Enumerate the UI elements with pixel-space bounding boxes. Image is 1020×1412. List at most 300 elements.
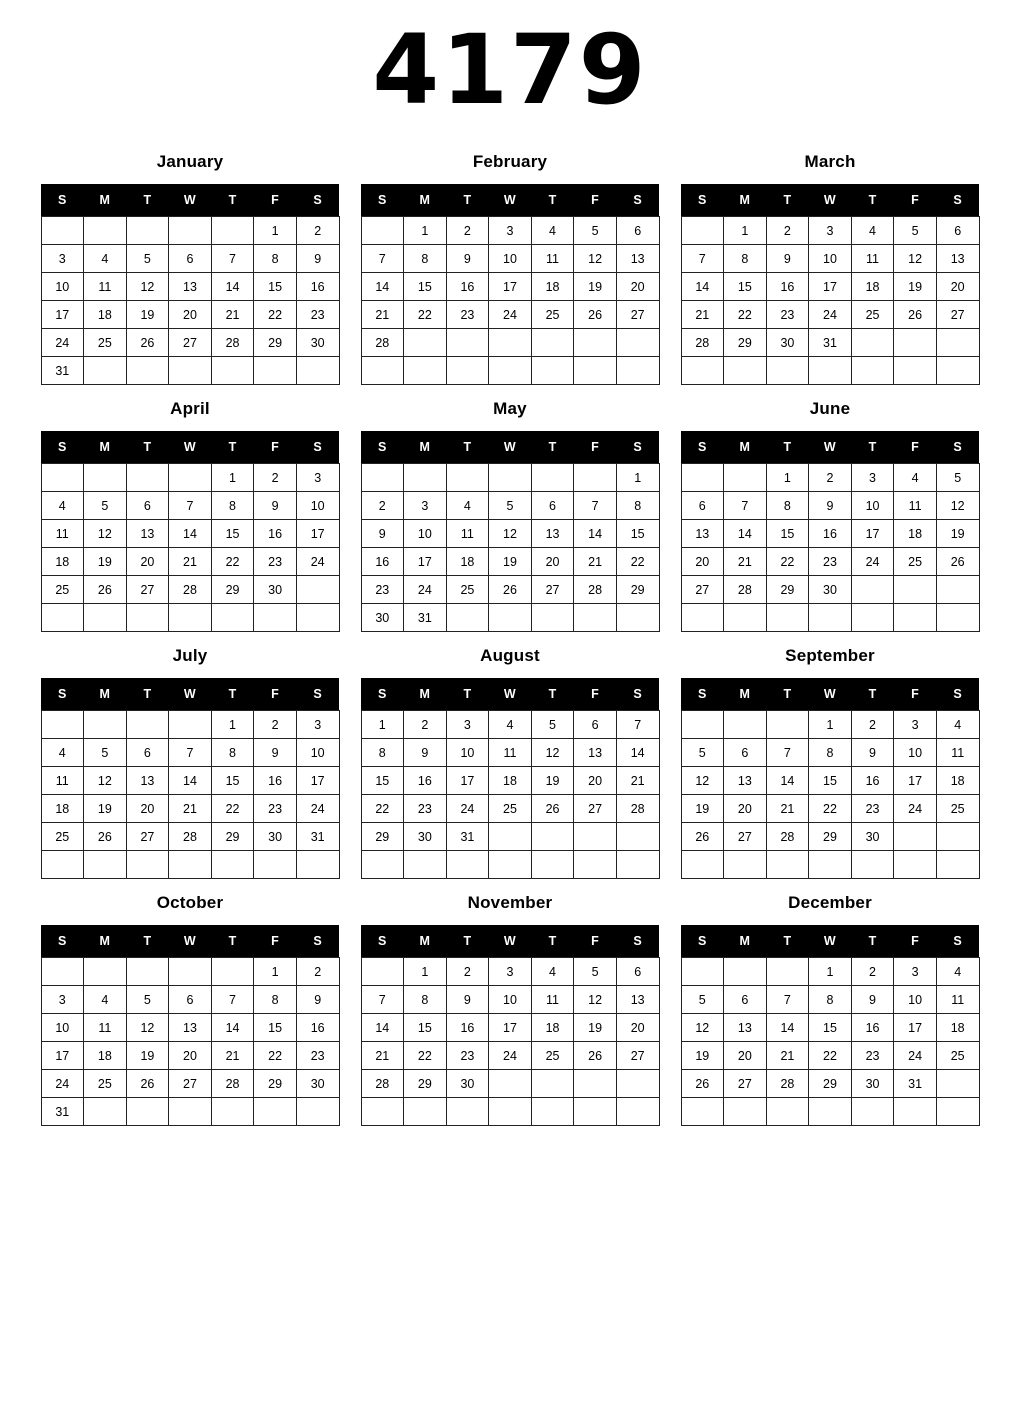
day-cell[interactable]: 20 (531, 548, 574, 576)
day-cell[interactable]: 17 (489, 1014, 532, 1042)
day-cell[interactable]: 1 (809, 958, 852, 986)
day-cell[interactable]: 11 (936, 739, 979, 767)
day-cell[interactable]: 21 (574, 548, 617, 576)
day-cell[interactable]: 19 (681, 1042, 724, 1070)
day-cell[interactable]: 9 (254, 739, 297, 767)
day-cell[interactable]: 2 (254, 711, 297, 739)
day-cell[interactable]: 28 (681, 329, 724, 357)
day-cell[interactable]: 25 (531, 301, 574, 329)
day-cell[interactable]: 7 (361, 245, 404, 273)
day-cell[interactable]: 8 (766, 492, 809, 520)
day-cell[interactable]: 2 (446, 958, 489, 986)
day-cell[interactable]: 10 (894, 986, 937, 1014)
day-cell[interactable]: 10 (296, 492, 339, 520)
day-cell[interactable]: 2 (766, 217, 809, 245)
day-cell[interactable]: 27 (169, 329, 212, 357)
day-cell[interactable]: 18 (489, 767, 532, 795)
day-cell[interactable]: 12 (531, 739, 574, 767)
day-cell[interactable]: 5 (936, 464, 979, 492)
day-cell[interactable]: 28 (766, 1070, 809, 1098)
day-cell[interactable]: 13 (616, 986, 659, 1014)
day-cell[interactable]: 7 (724, 492, 767, 520)
day-cell[interactable]: 19 (574, 1014, 617, 1042)
day-cell[interactable]: 22 (809, 795, 852, 823)
day-cell[interactable]: 10 (809, 245, 852, 273)
day-cell[interactable]: 28 (361, 1070, 404, 1098)
day-cell[interactable]: 24 (296, 548, 339, 576)
day-cell[interactable]: 20 (169, 1042, 212, 1070)
day-cell[interactable]: 22 (361, 795, 404, 823)
day-cell[interactable]: 16 (361, 548, 404, 576)
day-cell[interactable]: 21 (616, 767, 659, 795)
day-cell[interactable]: 22 (211, 795, 254, 823)
day-cell[interactable]: 24 (446, 795, 489, 823)
day-cell[interactable]: 31 (894, 1070, 937, 1098)
day-cell[interactable]: 20 (126, 795, 169, 823)
day-cell[interactable]: 15 (211, 767, 254, 795)
day-cell[interactable]: 17 (404, 548, 447, 576)
day-cell[interactable]: 12 (84, 520, 127, 548)
day-cell[interactable]: 21 (766, 1042, 809, 1070)
day-cell[interactable]: 27 (936, 301, 979, 329)
day-cell[interactable]: 11 (84, 1014, 127, 1042)
day-cell[interactable]: 30 (296, 329, 339, 357)
day-cell[interactable]: 29 (809, 823, 852, 851)
day-cell[interactable]: 10 (404, 520, 447, 548)
day-cell[interactable]: 4 (446, 492, 489, 520)
day-cell[interactable]: 27 (724, 1070, 767, 1098)
day-cell[interactable]: 28 (211, 329, 254, 357)
day-cell[interactable]: 4 (894, 464, 937, 492)
day-cell[interactable]: 23 (446, 1042, 489, 1070)
day-cell[interactable]: 31 (446, 823, 489, 851)
day-cell[interactable]: 13 (531, 520, 574, 548)
day-cell[interactable]: 14 (681, 273, 724, 301)
day-cell[interactable]: 20 (724, 795, 767, 823)
day-cell[interactable]: 16 (404, 767, 447, 795)
day-cell[interactable]: 14 (361, 1014, 404, 1042)
day-cell[interactable]: 7 (361, 986, 404, 1014)
day-cell[interactable]: 18 (446, 548, 489, 576)
day-cell[interactable]: 20 (724, 1042, 767, 1070)
day-cell[interactable]: 19 (489, 548, 532, 576)
day-cell[interactable]: 19 (936, 520, 979, 548)
day-cell[interactable]: 26 (84, 576, 127, 604)
day-cell[interactable]: 26 (126, 329, 169, 357)
day-cell[interactable]: 9 (361, 520, 404, 548)
day-cell[interactable]: 25 (531, 1042, 574, 1070)
day-cell[interactable]: 16 (446, 273, 489, 301)
day-cell[interactable]: 28 (574, 576, 617, 604)
day-cell[interactable]: 13 (724, 1014, 767, 1042)
day-cell[interactable]: 27 (574, 795, 617, 823)
day-cell[interactable]: 14 (574, 520, 617, 548)
day-cell[interactable]: 13 (126, 767, 169, 795)
day-cell[interactable]: 16 (296, 1014, 339, 1042)
day-cell[interactable]: 10 (296, 739, 339, 767)
day-cell[interactable]: 26 (531, 795, 574, 823)
day-cell[interactable]: 17 (851, 520, 894, 548)
day-cell[interactable]: 1 (254, 217, 297, 245)
day-cell[interactable]: 16 (766, 273, 809, 301)
day-cell[interactable]: 18 (531, 273, 574, 301)
day-cell[interactable]: 18 (531, 1014, 574, 1042)
day-cell[interactable]: 15 (211, 520, 254, 548)
day-cell[interactable]: 20 (616, 273, 659, 301)
day-cell[interactable]: 6 (616, 217, 659, 245)
day-cell[interactable]: 26 (681, 1070, 724, 1098)
day-cell[interactable]: 25 (936, 1042, 979, 1070)
day-cell[interactable]: 5 (681, 739, 724, 767)
day-cell[interactable]: 6 (616, 958, 659, 986)
day-cell[interactable]: 29 (404, 1070, 447, 1098)
day-cell[interactable]: 4 (531, 958, 574, 986)
day-cell[interactable]: 7 (766, 986, 809, 1014)
day-cell[interactable]: 21 (766, 795, 809, 823)
day-cell[interactable]: 20 (936, 273, 979, 301)
day-cell[interactable]: 13 (936, 245, 979, 273)
day-cell[interactable]: 8 (254, 245, 297, 273)
day-cell[interactable]: 15 (254, 273, 297, 301)
day-cell[interactable]: 16 (296, 273, 339, 301)
day-cell[interactable]: 30 (361, 604, 404, 632)
day-cell[interactable]: 17 (296, 767, 339, 795)
day-cell[interactable]: 29 (616, 576, 659, 604)
day-cell[interactable]: 27 (169, 1070, 212, 1098)
day-cell[interactable]: 7 (681, 245, 724, 273)
day-cell[interactable]: 13 (126, 520, 169, 548)
day-cell[interactable]: 2 (851, 958, 894, 986)
day-cell[interactable]: 16 (254, 767, 297, 795)
day-cell[interactable]: 25 (894, 548, 937, 576)
day-cell[interactable]: 20 (574, 767, 617, 795)
day-cell[interactable]: 12 (894, 245, 937, 273)
day-cell[interactable]: 10 (41, 1014, 84, 1042)
day-cell[interactable]: 22 (724, 301, 767, 329)
day-cell[interactable]: 9 (254, 492, 297, 520)
day-cell[interactable]: 2 (296, 958, 339, 986)
day-cell[interactable]: 28 (766, 823, 809, 851)
day-cell[interactable]: 6 (126, 492, 169, 520)
day-cell[interactable]: 15 (724, 273, 767, 301)
day-cell[interactable]: 9 (809, 492, 852, 520)
day-cell[interactable]: 21 (724, 548, 767, 576)
day-cell[interactable]: 8 (616, 492, 659, 520)
day-cell[interactable]: 6 (574, 711, 617, 739)
day-cell[interactable]: 18 (851, 273, 894, 301)
day-cell[interactable]: 19 (894, 273, 937, 301)
day-cell[interactable]: 22 (809, 1042, 852, 1070)
day-cell[interactable]: 1 (254, 958, 297, 986)
day-cell[interactable]: 4 (41, 492, 84, 520)
day-cell[interactable]: 12 (489, 520, 532, 548)
day-cell[interactable]: 20 (169, 301, 212, 329)
day-cell[interactable]: 5 (681, 986, 724, 1014)
day-cell[interactable]: 6 (169, 986, 212, 1014)
day-cell[interactable]: 12 (574, 986, 617, 1014)
day-cell[interactable]: 8 (404, 986, 447, 1014)
day-cell[interactable]: 18 (936, 767, 979, 795)
day-cell[interactable]: 2 (851, 711, 894, 739)
day-cell[interactable]: 29 (254, 329, 297, 357)
day-cell[interactable]: 29 (211, 823, 254, 851)
day-cell[interactable]: 1 (616, 464, 659, 492)
day-cell[interactable]: 23 (361, 576, 404, 604)
day-cell[interactable]: 1 (809, 711, 852, 739)
day-cell[interactable]: 3 (446, 711, 489, 739)
day-cell[interactable]: 24 (489, 1042, 532, 1070)
day-cell[interactable]: 16 (851, 1014, 894, 1042)
day-cell[interactable]: 7 (616, 711, 659, 739)
day-cell[interactable]: 28 (169, 576, 212, 604)
day-cell[interactable]: 1 (361, 711, 404, 739)
day-cell[interactable]: 4 (936, 958, 979, 986)
day-cell[interactable]: 8 (254, 986, 297, 1014)
day-cell[interactable]: 17 (41, 301, 84, 329)
day-cell[interactable]: 20 (681, 548, 724, 576)
day-cell[interactable]: 15 (254, 1014, 297, 1042)
day-cell[interactable]: 2 (404, 711, 447, 739)
day-cell[interactable]: 12 (84, 767, 127, 795)
day-cell[interactable]: 11 (84, 273, 127, 301)
day-cell[interactable]: 23 (446, 301, 489, 329)
day-cell[interactable]: 3 (296, 464, 339, 492)
day-cell[interactable]: 17 (489, 273, 532, 301)
day-cell[interactable]: 23 (296, 1042, 339, 1070)
day-cell[interactable]: 21 (211, 1042, 254, 1070)
day-cell[interactable]: 15 (809, 767, 852, 795)
day-cell[interactable]: 31 (41, 1098, 84, 1126)
day-cell[interactable]: 23 (809, 548, 852, 576)
day-cell[interactable]: 26 (126, 1070, 169, 1098)
day-cell[interactable]: 7 (211, 245, 254, 273)
day-cell[interactable]: 3 (41, 986, 84, 1014)
day-cell[interactable]: 6 (126, 739, 169, 767)
day-cell[interactable]: 24 (851, 548, 894, 576)
day-cell[interactable]: 25 (41, 823, 84, 851)
day-cell[interactable]: 8 (211, 492, 254, 520)
day-cell[interactable]: 18 (84, 1042, 127, 1070)
day-cell[interactable]: 25 (936, 795, 979, 823)
day-cell[interactable]: 17 (894, 1014, 937, 1042)
day-cell[interactable]: 24 (894, 795, 937, 823)
day-cell[interactable]: 1 (211, 711, 254, 739)
day-cell[interactable]: 14 (616, 739, 659, 767)
day-cell[interactable]: 4 (41, 739, 84, 767)
day-cell[interactable]: 8 (724, 245, 767, 273)
day-cell[interactable]: 22 (211, 548, 254, 576)
day-cell[interactable]: 31 (404, 604, 447, 632)
day-cell[interactable]: 28 (361, 329, 404, 357)
day-cell[interactable]: 4 (851, 217, 894, 245)
day-cell[interactable]: 11 (489, 739, 532, 767)
day-cell[interactable]: 23 (851, 1042, 894, 1070)
day-cell[interactable]: 3 (489, 958, 532, 986)
day-cell[interactable]: 12 (936, 492, 979, 520)
day-cell[interactable]: 8 (404, 245, 447, 273)
day-cell[interactable]: 10 (894, 739, 937, 767)
day-cell[interactable]: 24 (404, 576, 447, 604)
day-cell[interactable]: 13 (169, 273, 212, 301)
day-cell[interactable]: 30 (254, 823, 297, 851)
day-cell[interactable]: 27 (724, 823, 767, 851)
day-cell[interactable]: 17 (894, 767, 937, 795)
day-cell[interactable]: 22 (616, 548, 659, 576)
day-cell[interactable]: 6 (724, 739, 767, 767)
day-cell[interactable]: 11 (851, 245, 894, 273)
day-cell[interactable]: 25 (84, 1070, 127, 1098)
day-cell[interactable]: 11 (531, 986, 574, 1014)
day-cell[interactable]: 26 (894, 301, 937, 329)
day-cell[interactable]: 5 (84, 739, 127, 767)
day-cell[interactable]: 24 (489, 301, 532, 329)
day-cell[interactable]: 22 (766, 548, 809, 576)
day-cell[interactable]: 3 (851, 464, 894, 492)
day-cell[interactable]: 20 (616, 1014, 659, 1042)
day-cell[interactable]: 13 (574, 739, 617, 767)
day-cell[interactable]: 4 (84, 986, 127, 1014)
day-cell[interactable]: 13 (724, 767, 767, 795)
day-cell[interactable]: 26 (574, 301, 617, 329)
day-cell[interactable]: 22 (254, 301, 297, 329)
day-cell[interactable]: 17 (296, 520, 339, 548)
day-cell[interactable]: 15 (766, 520, 809, 548)
day-cell[interactable]: 1 (404, 217, 447, 245)
day-cell[interactable]: 21 (169, 795, 212, 823)
day-cell[interactable]: 3 (489, 217, 532, 245)
day-cell[interactable]: 7 (169, 492, 212, 520)
day-cell[interactable]: 9 (404, 739, 447, 767)
day-cell[interactable]: 18 (41, 795, 84, 823)
day-cell[interactable]: 30 (851, 823, 894, 851)
day-cell[interactable]: 9 (446, 986, 489, 1014)
day-cell[interactable]: 6 (531, 492, 574, 520)
day-cell[interactable]: 18 (41, 548, 84, 576)
day-cell[interactable]: 5 (574, 217, 617, 245)
day-cell[interactable]: 19 (681, 795, 724, 823)
day-cell[interactable]: 30 (404, 823, 447, 851)
day-cell[interactable]: 9 (851, 739, 894, 767)
day-cell[interactable]: 14 (169, 520, 212, 548)
day-cell[interactable]: 11 (531, 245, 574, 273)
day-cell[interactable]: 5 (574, 958, 617, 986)
day-cell[interactable]: 11 (936, 986, 979, 1014)
day-cell[interactable]: 22 (404, 1042, 447, 1070)
day-cell[interactable]: 20 (126, 548, 169, 576)
day-cell[interactable]: 11 (446, 520, 489, 548)
day-cell[interactable]: 1 (724, 217, 767, 245)
day-cell[interactable]: 23 (254, 795, 297, 823)
day-cell[interactable]: 10 (489, 986, 532, 1014)
day-cell[interactable]: 17 (446, 767, 489, 795)
day-cell[interactable]: 23 (254, 548, 297, 576)
day-cell[interactable]: 31 (41, 357, 84, 385)
day-cell[interactable]: 5 (894, 217, 937, 245)
day-cell[interactable]: 5 (84, 492, 127, 520)
day-cell[interactable]: 15 (616, 520, 659, 548)
day-cell[interactable]: 7 (574, 492, 617, 520)
day-cell[interactable]: 9 (446, 245, 489, 273)
day-cell[interactable]: 29 (361, 823, 404, 851)
day-cell[interactable]: 30 (766, 329, 809, 357)
day-cell[interactable]: 19 (84, 795, 127, 823)
day-cell[interactable]: 21 (361, 1042, 404, 1070)
day-cell[interactable]: 23 (766, 301, 809, 329)
day-cell[interactable]: 10 (489, 245, 532, 273)
day-cell[interactable]: 29 (254, 1070, 297, 1098)
day-cell[interactable]: 19 (126, 1042, 169, 1070)
day-cell[interactable]: 25 (84, 329, 127, 357)
day-cell[interactable]: 28 (616, 795, 659, 823)
day-cell[interactable]: 15 (809, 1014, 852, 1042)
day-cell[interactable]: 17 (41, 1042, 84, 1070)
day-cell[interactable]: 26 (936, 548, 979, 576)
day-cell[interactable]: 11 (41, 520, 84, 548)
day-cell[interactable]: 12 (574, 245, 617, 273)
day-cell[interactable]: 1 (766, 464, 809, 492)
day-cell[interactable]: 23 (296, 301, 339, 329)
day-cell[interactable]: 15 (404, 1014, 447, 1042)
day-cell[interactable]: 3 (809, 217, 852, 245)
day-cell[interactable]: 24 (296, 795, 339, 823)
day-cell[interactable]: 10 (851, 492, 894, 520)
day-cell[interactable]: 1 (404, 958, 447, 986)
day-cell[interactable]: 24 (809, 301, 852, 329)
day-cell[interactable]: 19 (126, 301, 169, 329)
day-cell[interactable]: 7 (211, 986, 254, 1014)
day-cell[interactable]: 22 (404, 301, 447, 329)
day-cell[interactable]: 18 (894, 520, 937, 548)
day-cell[interactable]: 6 (936, 217, 979, 245)
day-cell[interactable]: 5 (489, 492, 532, 520)
day-cell[interactable]: 3 (894, 958, 937, 986)
day-cell[interactable]: 10 (41, 273, 84, 301)
day-cell[interactable]: 18 (936, 1014, 979, 1042)
day-cell[interactable]: 27 (126, 576, 169, 604)
day-cell[interactable]: 30 (254, 576, 297, 604)
day-cell[interactable]: 24 (41, 1070, 84, 1098)
day-cell[interactable]: 16 (446, 1014, 489, 1042)
day-cell[interactable]: 13 (681, 520, 724, 548)
day-cell[interactable]: 27 (531, 576, 574, 604)
day-cell[interactable]: 30 (809, 576, 852, 604)
day-cell[interactable]: 2 (446, 217, 489, 245)
day-cell[interactable]: 31 (809, 329, 852, 357)
day-cell[interactable]: 14 (361, 273, 404, 301)
day-cell[interactable]: 4 (84, 245, 127, 273)
day-cell[interactable]: 27 (616, 1042, 659, 1070)
day-cell[interactable]: 5 (531, 711, 574, 739)
day-cell[interactable]: 3 (404, 492, 447, 520)
day-cell[interactable]: 21 (361, 301, 404, 329)
day-cell[interactable]: 15 (404, 273, 447, 301)
day-cell[interactable]: 3 (41, 245, 84, 273)
day-cell[interactable]: 2 (361, 492, 404, 520)
day-cell[interactable]: 25 (446, 576, 489, 604)
day-cell[interactable]: 24 (894, 1042, 937, 1070)
day-cell[interactable]: 18 (84, 301, 127, 329)
day-cell[interactable]: 13 (616, 245, 659, 273)
day-cell[interactable]: 19 (531, 767, 574, 795)
day-cell[interactable]: 27 (616, 301, 659, 329)
day-cell[interactable]: 26 (574, 1042, 617, 1070)
day-cell[interactable]: 3 (894, 711, 937, 739)
day-cell[interactable]: 12 (126, 1014, 169, 1042)
day-cell[interactable]: 14 (169, 767, 212, 795)
day-cell[interactable]: 11 (894, 492, 937, 520)
day-cell[interactable]: 4 (531, 217, 574, 245)
day-cell[interactable]: 2 (296, 217, 339, 245)
